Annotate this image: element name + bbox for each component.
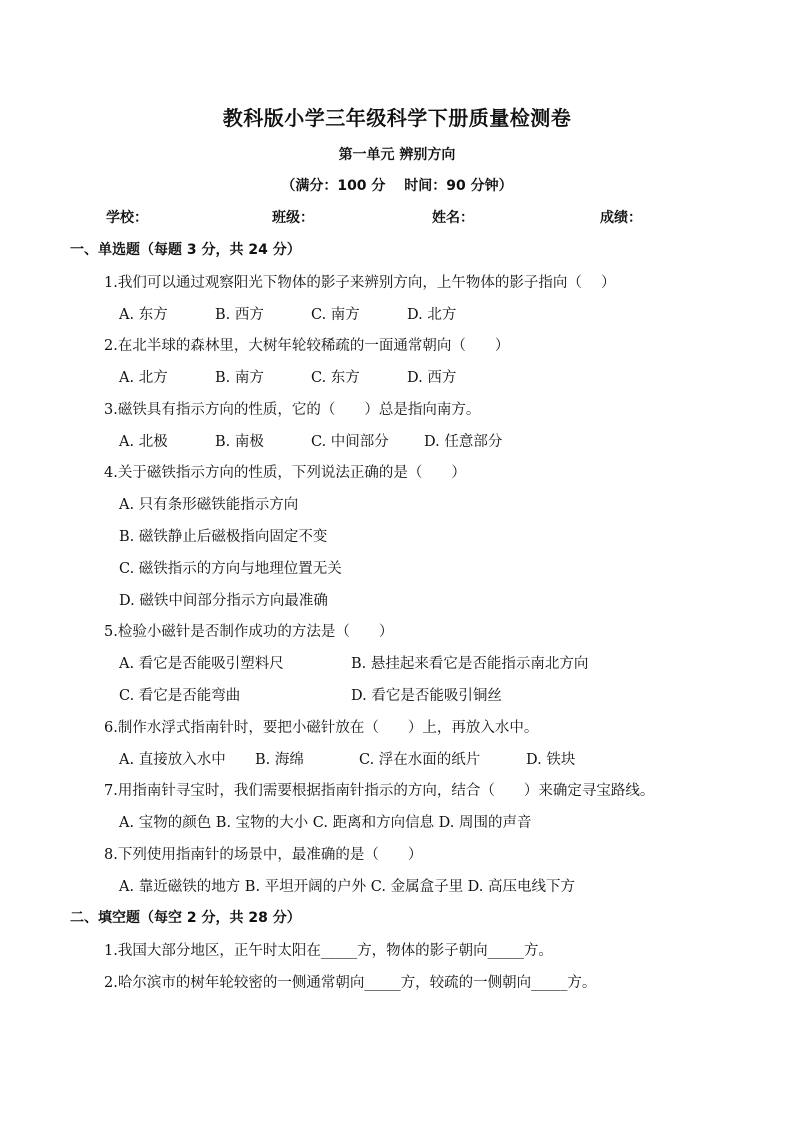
q4-option-c: C. 磁铁指示的方向与地理位置无关 — [119, 561, 342, 577]
section-single-choice-title: 一、单选题（每题 3 分，共 24 分） — [70, 242, 301, 258]
q4-option-a: A. 只有条形磁铁能指示方向 — [119, 497, 299, 513]
q6-option-a: A. 直接放入水中 — [119, 752, 226, 768]
q6-option-b: B. 海绵 — [255, 752, 304, 768]
question-4: 4.关于磁铁指示方向的性质，下列说法正确的是（ ） — [104, 465, 466, 481]
q8-options: A. 靠近磁铁的地方 B. 平坦开阔的户外 C. 金属盒子里 D. 高压电线下方 — [119, 879, 576, 895]
score-label: 成绩： — [600, 210, 642, 226]
question-7: 7.用指南针寻宝时，我们需要根据指南针指示的方向，结合（ ）来确定寻宝路线。 — [104, 783, 655, 799]
q2-option-c: C. 东方 — [311, 370, 360, 386]
q2-option-d: D. 西方 — [407, 370, 457, 386]
q5-option-d: D. 看它是否能吸引铜丝 — [351, 688, 502, 704]
question-8: 8.下列使用指南针的场景中，最准确的是（ ） — [104, 847, 423, 863]
q5-option-b: B. 悬挂起来看它是否能指示南北方向 — [351, 656, 589, 672]
q6-option-c: C. 浮在水面的纸片 — [359, 752, 481, 768]
q6-option-d: D. 铁块 — [526, 752, 576, 768]
question-2: 2.在北半球的森林里，大树年轮较稀疏的一面通常朝向（ ） — [104, 338, 510, 354]
question-3: 3.磁铁具有指示方向的性质，它的（ ）总是指向南方。 — [104, 402, 481, 418]
fill-question-2: 2.哈尔滨市的树年轮较密的一侧通常朝向_____方，较疏的一侧朝向_____方。 — [104, 975, 597, 991]
unit-subtitle: 第一单元 辨别方向 — [338, 147, 456, 163]
name-label: 姓名： — [432, 210, 474, 226]
q4-option-b: B. 磁铁静止后磁极指向固定不变 — [119, 529, 328, 545]
fill-question-1: 1.我国大部分地区，正午时太阳在_____方，物体的影子朝向_____方。 — [104, 943, 553, 959]
q3-option-d: D. 任意部分 — [424, 434, 503, 450]
q1-option-d: D. 北方 — [407, 307, 457, 323]
question-1: 1.我们可以通过观察阳光下物体的影子来辨别方向，上午物体的影子指向（ ） — [104, 275, 616, 291]
q7-options: A. 宝物的颜色 B. 宝物的大小 C. 距离和方向信息 D. 周围的声音 — [119, 815, 532, 831]
school-label: 学校： — [106, 210, 148, 226]
q4-option-d: D. 磁铁中间部分指示方向最准确 — [119, 593, 328, 609]
q2-option-a: A. 北方 — [119, 370, 168, 386]
q1-option-b: B. 西方 — [215, 307, 264, 323]
exam-title: 教科版小学三年级科学下册质量检测卷 — [222, 106, 572, 130]
q2-option-b: B. 南方 — [215, 370, 264, 386]
q1-option-c: C. 南方 — [311, 307, 360, 323]
score-time-info: （满分：100 分 时间：90 分钟） — [281, 178, 513, 194]
q3-option-a: A. 北极 — [119, 434, 168, 450]
question-6: 6.制作水浮式指南针时，要把小磁针放在（ ）上，再放入水中。 — [104, 720, 539, 736]
class-label: 班级： — [272, 210, 314, 226]
q5-option-a: A. 看它是否能吸引塑料尺 — [119, 656, 284, 672]
q1-option-a: A. 东方 — [119, 307, 168, 323]
q3-option-b: B. 南极 — [215, 434, 264, 450]
q5-option-c: C. 看它是否能弯曲 — [119, 688, 241, 704]
q3-option-c: C. 中间部分 — [311, 434, 389, 450]
question-5: 5.检验小磁针是否制作成功的方法是（ ） — [104, 624, 394, 640]
section-fill-blank-title: 二、填空题（每空 2 分，共 28 分） — [70, 910, 301, 926]
